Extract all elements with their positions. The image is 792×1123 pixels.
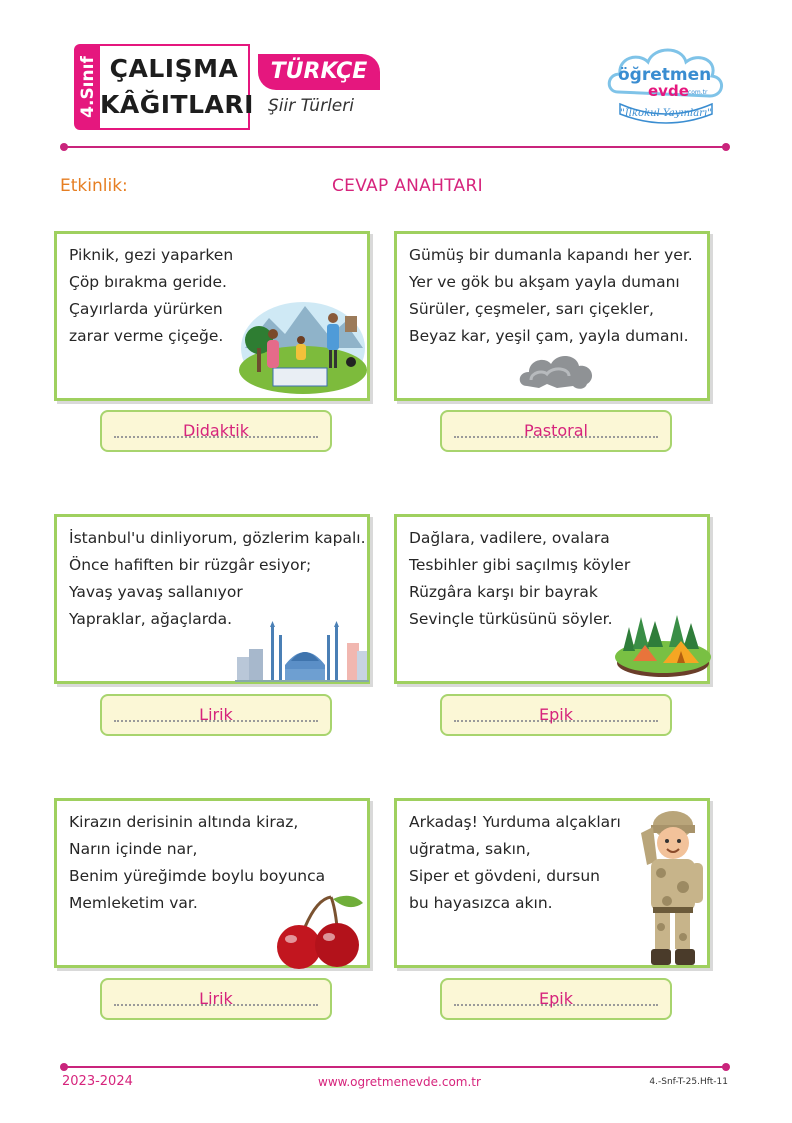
poem-line: Arkadaş! Yurduma alçakları: [409, 813, 621, 831]
poem-line: bu hayasızca akın.: [409, 894, 553, 912]
poem-line: Yer ve gök bu akşam yayla dumanı: [409, 273, 680, 291]
poem-line: Narın içinde nar,: [69, 840, 198, 858]
answer-text: Lirik: [199, 989, 233, 1008]
answer-text: Pastoral: [524, 421, 588, 440]
answer-text: Epik: [539, 989, 573, 1008]
answer-text: Lirik: [199, 705, 233, 724]
poem-line: İstanbul'u dinliyorum, gözlerim kapalı.: [69, 529, 366, 547]
poem-line: Önce hafiften bir rüzgâr esiyor;: [69, 556, 312, 574]
poem-text-2: [409, 242, 693, 350]
answer-text: Didaktik: [183, 421, 249, 440]
answer-box-1[interactable]: [100, 410, 332, 452]
logo-tagline: "İlkokul Yayınları": [620, 108, 712, 119]
footer-code: 4.-Snf-T-25.Hft-11: [649, 1077, 728, 1087]
poem-line: Rüzgâra karşı bir bayrak: [409, 583, 598, 601]
poem-text-3: [69, 525, 366, 633]
footer-divider: [64, 1066, 726, 1068]
answer-box-6[interactable]: [440, 978, 672, 1020]
activity-label: Etkinlik:: [60, 176, 128, 196]
poem-line: Sevinçle türküsünü söyler.: [409, 610, 613, 628]
poem-line: Dağlara, vadilere, ovalara: [409, 529, 610, 547]
answer-box-2[interactable]: [440, 410, 672, 452]
poem-line: Benim yüreğimde boylu boyunca: [69, 867, 326, 885]
footer-year: 2023-2024: [62, 1074, 133, 1089]
title-line-1: ÇALIŞMA: [109, 54, 239, 83]
poem-line: Yavaş yavaş sallanıyor: [69, 583, 243, 601]
poem-card-2: [394, 231, 710, 401]
poem-line: Tesbihler gibi saçılmış köyler: [409, 556, 631, 574]
poem-line: Siper et gövdeni, dursun: [409, 867, 600, 885]
header-divider: [64, 146, 726, 148]
title-line-2: KÂĞITLARI: [100, 90, 254, 119]
soldier-illustration: [631, 803, 711, 969]
answer-box-4[interactable]: [440, 694, 672, 736]
camping-tents-illustration: [611, 607, 711, 683]
poem-text-1: [69, 242, 233, 350]
poem-card-6: [394, 798, 710, 968]
poem-line: Sürüler, çeşmeler, sarı çiçekler,: [409, 300, 654, 318]
grade-label: 4.Sınıf: [78, 56, 98, 118]
poem-line: uğratma, sakın,: [409, 840, 531, 858]
poem-card-1: [54, 231, 370, 401]
answer-text: Epik: [539, 705, 573, 724]
cherries-illustration: [265, 893, 365, 969]
poem-line: Beyaz kar, yeşil çam, yayla dumanı.: [409, 327, 689, 345]
subject-tag: TÜRKÇE: [258, 54, 380, 90]
poem-line: Memleketim var.: [69, 894, 198, 912]
poem-line: zarar verme çiçeğe.: [69, 327, 224, 345]
poem-card-5: [54, 798, 370, 968]
grade-tab: [74, 44, 102, 130]
ogretmenevde-logo: [604, 40, 728, 130]
worksheet-title: [100, 44, 254, 130]
logo-text-1: öğretmen: [618, 65, 712, 85]
logo-domain: .com.tr: [686, 89, 708, 96]
poem-card-4: [394, 514, 710, 684]
poem-line: Yapraklar, ağaçlarda.: [69, 610, 233, 628]
poem-line: Çöp bırakma geride.: [69, 273, 227, 291]
logo-text-2: evde: [648, 82, 689, 100]
poem-line: Çayırlarda yürürken: [69, 300, 223, 318]
picnic-illustration: [233, 288, 367, 398]
answer-key-title: CEVAP ANAHTARI: [332, 176, 483, 196]
poem-line: Piknik, gezi yaparken: [69, 246, 234, 264]
answer-box-5[interactable]: [100, 978, 332, 1020]
poem-line: Kirazın derisinin altında kiraz,: [69, 813, 299, 831]
topic-label: Şiir Türleri: [268, 96, 354, 116]
poem-text-6: [409, 809, 621, 917]
cloud-illustration: [517, 350, 597, 394]
footer-website[interactable]: www.ogretmenevde.com.tr: [318, 1075, 481, 1089]
poem-text-4: [409, 525, 630, 633]
mosque-city-illustration: [235, 621, 369, 683]
answer-box-3[interactable]: [100, 694, 332, 736]
poem-card-3: [54, 514, 370, 684]
poem-line: Gümüş bir dumanla kapandı her yer.: [409, 246, 693, 264]
